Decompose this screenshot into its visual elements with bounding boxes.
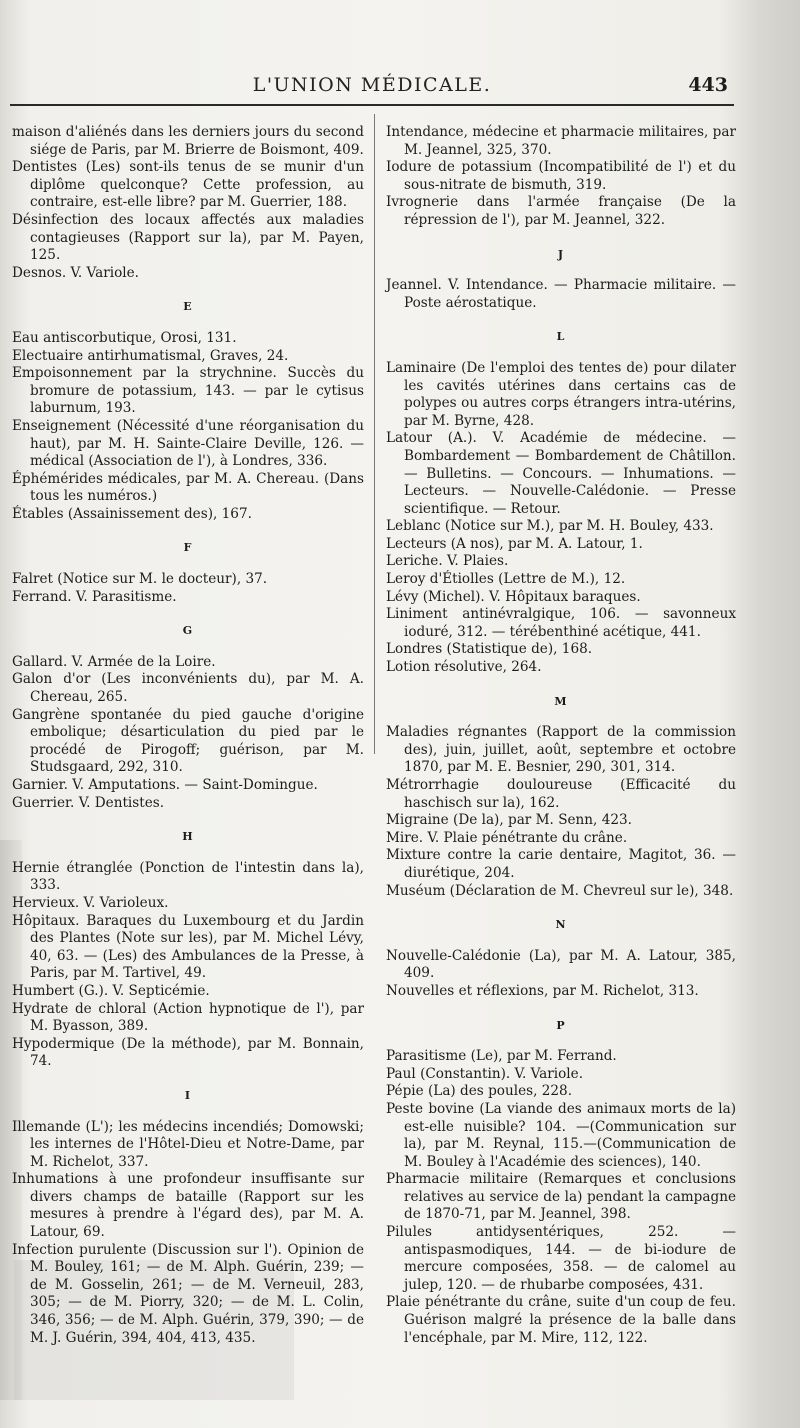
index-entry: Empoisonnement par la strychnine. Succès du bromure de potassium, 143. — par le cytisus laburnum, 193. [12, 365, 364, 417]
index-entry: Leblanc (Notice sur M.), par M. H. Bouley, 433. [386, 518, 714, 535]
section-letter-e: E [183, 300, 193, 314]
index-entry: Illemande (L'); les médecins incendiés; Domowski; les internes de l'Hôtel-Dieu et Notre-Dame, par M. Richelot, 337. [12, 1118, 364, 1170]
index-entry: Lotion résolutive, 264. [386, 659, 542, 676]
index-entry: Métrorrhagie douloureuse (Efficacité du haschisch sur la), 162. [386, 777, 736, 811]
index-entry: Peste bovine (La viande des animaux morts de la) est-elle nuisible? 104. —(Communication sur la), par M. Reynal, 115.—(Communication de M. Bouley à l'Académie des sciences), 140. [386, 1100, 736, 1170]
index-entry: Hervieux. V. Varioleux. [12, 894, 169, 911]
index-entry: Humbert (G.). V. Septicémie. [12, 982, 210, 999]
section-letter-i: I [184, 1088, 192, 1102]
index-entry: Leriche. V. Plaies. [386, 553, 509, 570]
index-entry: Hypodermique (De la méthode), par M. Bonnain, 74. [12, 1035, 364, 1070]
index-entry: Laminaire (De l'emploi des tentes de) pour dilater les cavités utérines dans certains cas de polypes ou autres corps étrangers intra-utérins, par M. Byrne, 428. [386, 359, 736, 429]
index-entry: Jeannel. V. Intendance. — Pharmacie militaire. — Poste aérostatique. [386, 277, 736, 311]
index-entry: Leroy d'Étiolles (Lettre de M.), 12. [386, 571, 626, 588]
index-entry: Guerrier. V. Dentistes. [12, 794, 165, 811]
section-letter-j: J [557, 247, 565, 261]
index-entry: Hôpitaux. Baraques du Luxembourg et du Jardin des Plantes (Note sur les), par M. Michel Lévy, 40, 63. — (Les) des Ambulances de la Presse, à Paris, par M. Tartivel, 49. [12, 912, 364, 982]
index-entry: Latour (A.). V. Académie de médecine. — Bombardement — Bombardement de Châtillon. — Bulletins. — Concours. — Inhumations. — Lecteurs. — Nouvelle-Calédonie. — Presse scientifique. — Retour. [386, 430, 736, 517]
index-column-left [12, 124, 364, 1347]
index-entry: Gallard. V. Armée de la Loire. [12, 653, 216, 670]
column-divider [374, 114, 375, 754]
index-entry: Muséum (Déclaration de M. Chevreul sur le), 348. [386, 882, 734, 899]
index-entry: Ferrand. V. Parasitisme. [12, 588, 177, 605]
index-entry: Mire. V. Plaie pénétrante du crâne. [386, 829, 628, 846]
index-entry: Gangrène spontanée du pied gauche d'origine embolique; désarticulation du pied par le procédé de Pirogoff; guérison, par M. Studsgaard, 292, 310. [12, 706, 364, 776]
index-entry: Electuaire antirhumatismal, Graves, 24. [12, 347, 289, 364]
index-entry: Désinfection des locaux affectés aux maladies contagieuses (Rapport sur la), par M. Payen, 125. [12, 211, 364, 264]
page-number: 443 [688, 74, 728, 96]
section-letter-f: F [183, 541, 193, 555]
index-entry: maison d'aliénés dans les derniers jours du second siége de Paris, par M. Brierre de Boismont, 409. [12, 124, 364, 158]
index-entry: Hernie étranglée (Ponction de l'intestin dans la), 333. [12, 859, 364, 894]
index-entry: Dentistes (Les) sont-ils tenus de se munir d'un diplôme quelconque? Cette profession, au contraire, est-elle libre? par M. Guerrier, 188. [12, 159, 364, 211]
index-entry: Intendance, médecine et pharmacie militaires, par M. Jeannel, 325, 370. [386, 124, 736, 158]
index-entry: Lévy (Michel). V. Hôpitaux baraques. [386, 588, 641, 605]
section-letter-n: N [555, 918, 567, 932]
journal-title: L'UNION MÉDICALE. [252, 74, 492, 96]
section-letter-p: P [556, 1018, 566, 1032]
index-column-right [386, 124, 736, 1347]
section-letter-m: M [554, 694, 568, 708]
index-entry: Plaie pénétrante du crâne, suite d'un coup de feu. Guérison malgré la présence de la balle dans l'encéphale, par M. Mire, 112, 122. [386, 1294, 736, 1346]
index-entry: Enseignement (Nécessité d'une réorganisation du haut), par M. H. Sainte-Claire Deville, 126. — médical (Association de l'), à Londres, 336. [12, 417, 364, 470]
page-header [10, 72, 734, 106]
index-entry: Ivrognerie dans l'armée française (De la répression de l'), par M. Jeannel, 322. [386, 194, 736, 228]
index-entry: Inhumations à une profondeur insuffisante sur divers champs de bataille (Rapport sur les mesures à prendre à l'égard des), par M. A. Latour, 69. [12, 1171, 364, 1241]
index-entry: Éphémérides médicales, par M. A. Chereau. (Dans tous les numéros.) [12, 470, 364, 505]
section-letter-l: L [556, 330, 566, 344]
index-entry: Maladies régnantes (Rapport de la commission des), juin, juillet, août, septembre et octobre 1870, par M. E. Besnier, 290, 301, 314. [386, 724, 736, 776]
index-entry: Infection purulente (Discussion sur l'). Opinion de M. Bouley, 161; — de M. Alph. Guérin, 239; — de M. Gosselin, 261; — de M. Verneuil, 283, 305; — de M. Piorry, 320; — de M. L. Colin, 346, 356; — de M. Alph. Guérin, 379, 390; — de M. J. Guérin, 394, 404, 413, 435. [12, 1241, 364, 1346]
index-entry: Galon d'or (Les inconvénients du), par M. A. Chereau, 265. [12, 671, 364, 706]
index-entry: Mixture contre la carie dentaire, Magitot, 36. — diurétique, 204. [386, 847, 736, 881]
index-entry: Garnier. V. Amputations. — Saint-Domingue. [12, 777, 318, 793]
index-entry: Nouvelle-Calédonie (La), par M. A. Latour, 385, 409. [386, 947, 736, 982]
index-entry: Iodure de potassium (Incompatibilité de l') et du sous-nitrate de bismuth, 319. [386, 159, 736, 193]
index-entry: Desnos. V. Variole. [12, 264, 139, 281]
index-entry: Pharmacie militaire (Remarques et conclusions relatives au service de la) pendant la campagne de 1870-71, par M. Jeannel, 398. [386, 1171, 736, 1223]
section-letter-h: H [182, 830, 194, 844]
index-entry: Falret (Notice sur M. le docteur), 37. [12, 571, 268, 588]
index-entry: Étables (Assainissement des), 167. [12, 505, 252, 522]
index-entry: Eau antiscorbutique, Orosi, 131. [12, 329, 237, 346]
section-letter-g: G [182, 624, 194, 638]
index-entry: Liniment antinévralgique, 106. — savonneux ioduré, 312. — térébenthiné acétique, 441. [386, 606, 736, 640]
index-entry: Lecteurs (A nos), par M. A. Latour, 1. [386, 535, 643, 552]
index-entry: Nouvelles et réflexions, par M. Richelot, 313. [386, 982, 699, 999]
index-entry: Hydrate de chloral (Action hypnotique de l'), par M. Byasson, 389. [12, 1000, 364, 1035]
index-entry: Parasitisme (Le), par M. Ferrand. [386, 1048, 617, 1065]
index-entry: Pilules antidysentériques, 252. — antispasmodiques, 144. — de bi-iodure de mercure composées, 358. — de calomel au julep, 120. — de rhubarbe composées, 431. [386, 1224, 736, 1293]
index-entry: Migraine (De la), par M. Senn, 423. [386, 812, 632, 829]
index-entry: Pépie (La) des poules, 228. [386, 1083, 573, 1100]
index-entry: Paul (Constantin). V. Variole. [386, 1065, 584, 1082]
index-entry: Londres (Statistique de), 168. [386, 641, 593, 658]
